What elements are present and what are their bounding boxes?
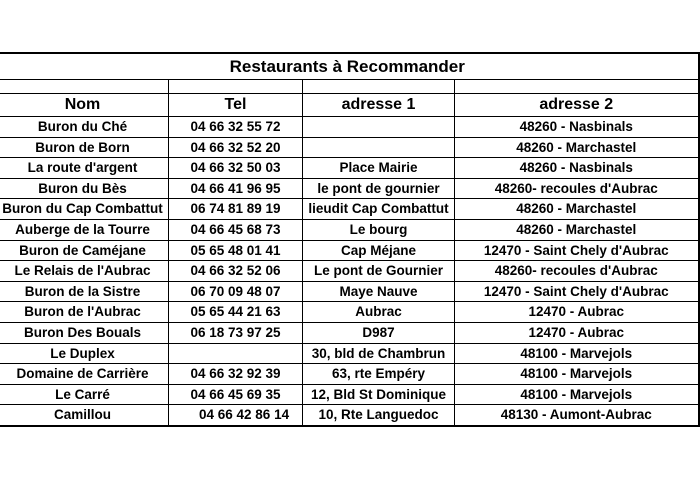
cell-tel: 04 66 32 55 72	[169, 117, 303, 138]
spreadsheet	[0, 52, 698, 427]
empty-cell	[0, 80, 169, 94]
cell-adresse2: 12470 - Aubrac	[455, 322, 699, 343]
cell-adresse2: 48260- recoules d'Aubrac	[455, 261, 699, 282]
cell-adresse1: Le bourg	[303, 219, 455, 240]
cell-adresse2: 48260 - Nasbinals	[455, 158, 699, 179]
table-row	[0, 281, 699, 302]
column-header-tel: Tel	[169, 94, 303, 117]
cell-nom: La route d'argent	[0, 158, 169, 179]
cell-adresse2: 48130 - Aumont-Aubrac	[455, 405, 699, 426]
cell-nom: Le Duplex	[0, 343, 169, 364]
table-row	[0, 199, 699, 220]
cell-adresse1: lieudit Cap Combattut	[303, 199, 455, 220]
cell-tel: 06 70 09 48 07	[169, 281, 303, 302]
restaurant-table	[0, 52, 700, 427]
cell-tel: 06 74 81 89 19	[169, 199, 303, 220]
cell-nom: Buron du Bès	[0, 178, 169, 199]
cell-tel: 04 66 42 86 14	[169, 405, 303, 426]
cell-nom: Buron de l'Aubrac	[0, 302, 169, 323]
cell-adresse1: D987	[303, 322, 455, 343]
cell-nom: Buron de la Sistre	[0, 281, 169, 302]
cell-tel	[169, 343, 303, 364]
cell-adresse1	[303, 137, 455, 158]
cell-adresse1: 30, bld de Chambrun	[303, 343, 455, 364]
cell-nom: Buron de Caméjane	[0, 240, 169, 261]
cell-nom: Camillou	[0, 405, 169, 426]
cell-adresse2: 12470 - Saint Chely d'Aubrac	[455, 281, 699, 302]
cell-adresse2: 48100 - Marvejols	[455, 364, 699, 385]
table-row	[0, 364, 699, 385]
cell-nom: Domaine de Carrière	[0, 364, 169, 385]
cell-tel: 05 65 48 01 41	[169, 240, 303, 261]
table-row	[0, 384, 699, 405]
cell-tel: 04 66 32 92 39	[169, 364, 303, 385]
header-row	[0, 94, 699, 117]
table-row	[0, 343, 699, 364]
table-row	[0, 322, 699, 343]
cell-adresse1: Cap Méjane	[303, 240, 455, 261]
table-row	[0, 261, 699, 282]
table-row	[0, 240, 699, 261]
cell-nom: Buron Des Bouals	[0, 322, 169, 343]
cell-nom: Buron de Born	[0, 137, 169, 158]
cell-tel: 04 66 32 52 20	[169, 137, 303, 158]
empty-cell	[455, 80, 699, 94]
cell-adresse2: 48260 - Nasbinals	[455, 117, 699, 138]
cell-adresse1	[303, 117, 455, 138]
cell-adresse2: 48260 - Marchastel	[455, 137, 699, 158]
cell-nom: Le Relais de l'Aubrac	[0, 261, 169, 282]
table-row	[0, 158, 699, 179]
table-row	[0, 219, 699, 240]
cell-nom: Le Carré	[0, 384, 169, 405]
column-header-adresse1: adresse 1	[303, 94, 455, 117]
cell-tel: 04 66 45 68 73	[169, 219, 303, 240]
cell-adresse1: 10, Rte Languedoc	[303, 405, 455, 426]
cell-adresse2: 12470 - Aubrac	[455, 302, 699, 323]
empty-cell	[303, 80, 455, 94]
cell-adresse1: 63, rte Empéry	[303, 364, 455, 385]
cell-adresse2: 48100 - Marvejols	[455, 343, 699, 364]
table-row	[0, 117, 699, 138]
cell-nom: Buron du Ché	[0, 117, 169, 138]
cell-adresse2: 48260- recoules d'Aubrac	[455, 178, 699, 199]
cell-tel: 06 18 73 97 25	[169, 322, 303, 343]
cell-tel: 05 65 44 21 63	[169, 302, 303, 323]
cell-tel: 04 66 41 96 95	[169, 178, 303, 199]
cell-adresse1: Le pont de Gournier	[303, 261, 455, 282]
column-header-nom: Nom	[0, 94, 169, 117]
table-row	[0, 137, 699, 158]
cell-adresse2: 48260 - Marchastel	[455, 219, 699, 240]
column-header-adresse2: adresse 2	[455, 94, 699, 117]
table-row	[0, 405, 699, 426]
cell-tel: 04 66 45 69 35	[169, 384, 303, 405]
cell-adresse1: Maye Nauve	[303, 281, 455, 302]
cell-adresse1: 12, Bld St Dominique	[303, 384, 455, 405]
cell-adresse1: Place Mairie	[303, 158, 455, 179]
table-row	[0, 178, 699, 199]
empty-cell	[169, 80, 303, 94]
cell-nom: Auberge de la Tourre	[0, 219, 169, 240]
cell-tel: 04 66 32 50 03	[169, 158, 303, 179]
cell-adresse1: Aubrac	[303, 302, 455, 323]
cell-adresse2: 48100 - Marvejols	[455, 384, 699, 405]
spacer-row	[0, 80, 699, 94]
cell-adresse2: 48260 - Marchastel	[455, 199, 699, 220]
cell-adresse2: 12470 - Saint Chely d'Aubrac	[455, 240, 699, 261]
table-title: Restaurants à Recommander	[0, 53, 699, 80]
cell-tel: 04 66 32 52 06	[169, 261, 303, 282]
table-row	[0, 302, 699, 323]
cell-adresse1: le pont de gournier	[303, 178, 455, 199]
title-row	[0, 53, 699, 80]
cell-nom: Buron du Cap Combattut	[0, 199, 169, 220]
